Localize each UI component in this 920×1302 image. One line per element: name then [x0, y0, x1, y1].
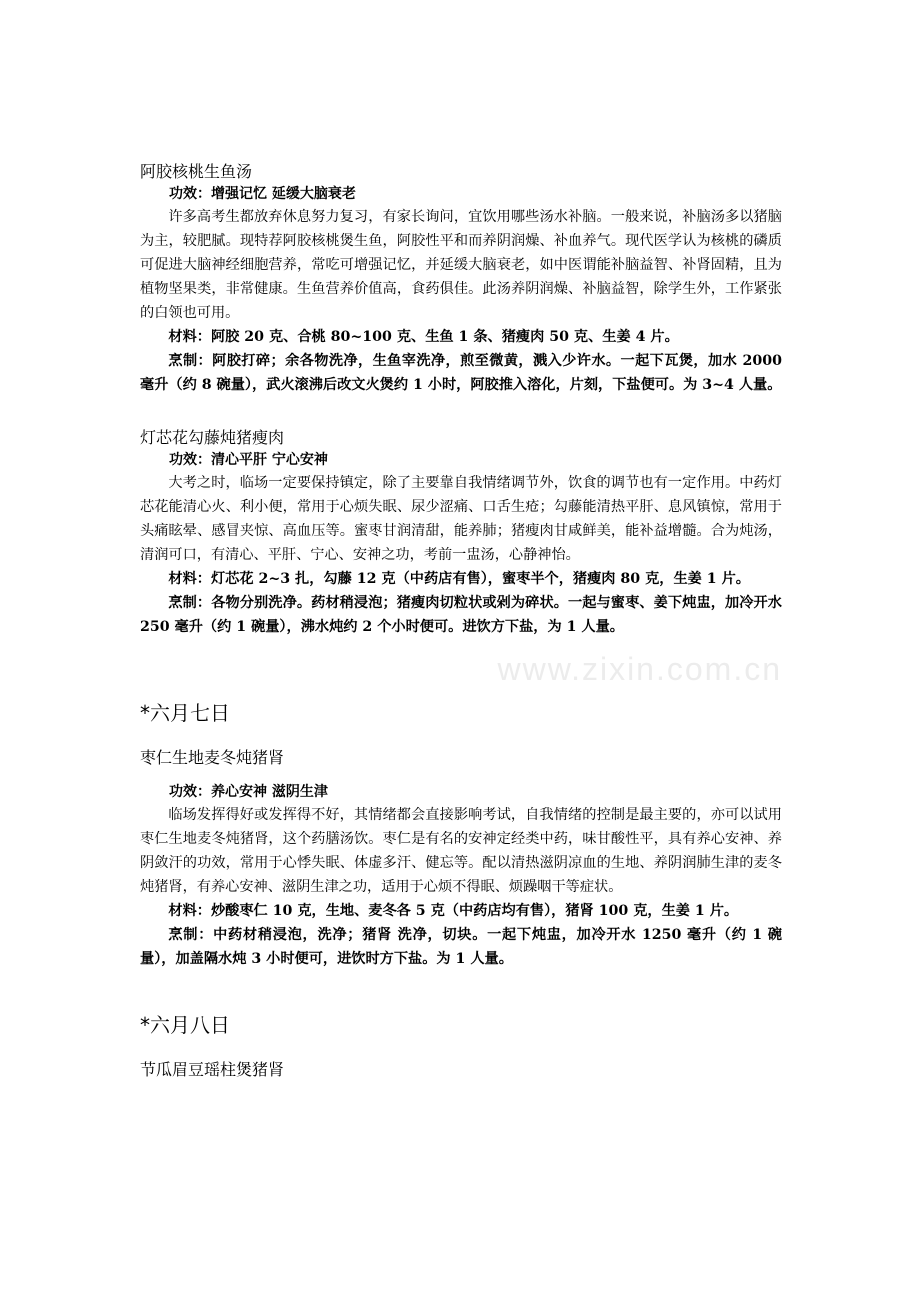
- recipe-title: 枣仁生地麦冬炖猪肾: [140, 748, 285, 767]
- recipe-3: [140, 699, 782, 971]
- recipe-method: 烹制：中药材稍浸泡，洗净；猪肾 洗净，切块。一起下炖盅，加冷开水 1250 毫升（约 1 碗量），加盖隔水炖 3 小时便可，进饮时方下盐。为 1 人量。: [140, 927, 782, 967]
- date-heading: *六月八日: [140, 1013, 230, 1037]
- date-heading: *六月七日: [140, 701, 230, 725]
- recipe-1: [140, 161, 782, 397]
- recipe-ingredients: 材料：灯芯花 2~3 扎，勾藤 12 克（中药店有售），蜜枣半个，猪瘦肉 80 克，生姜 1 片。: [168, 571, 750, 587]
- recipe-description: 许多高考生都放弃休息努力复习，有家长询问，宜饮用哪些汤水补脑。一般来说，补脑汤多以猪脑为主，较肥腻。现特荐阿胶核桃煲生鱼，阿胶性平和而养阴润燥、补血养气。现代医学认为核桃的磷质可促进大脑神经细胞营养，常吃可增强记忆，并延缓大脑衰老，如中医谓能补脑益智、补肾固精，且为植物坚果类，非常健康。生鱼营养价值高，食药俱佳。此汤养阴润燥、补脑益智，除学生外，工作紧张的白领也可用。: [140, 209, 782, 321]
- recipe-effect: 功效：养心安神 滋阴生津: [169, 784, 328, 800]
- recipe-ingredients: 材料：炒酸枣仁 10 克，生地、麦冬各 5 克（中药店均有售），猪肾 100 克，生姜 1 片。: [168, 903, 739, 919]
- recipe-2: [140, 427, 782, 639]
- recipe-title: 节瓜眉豆瑶柱煲猪肾: [140, 1060, 285, 1079]
- recipe-method: 烹制：阿胶打碎；余各物洗净，生鱼宰洗净，煎至微黄，溅入少许水。一起下瓦煲，加水 2000 毫升（约 8 碗量），武火滚沸后改文火煲约 1 小时，阿胶推入溶化，片刻，下盐便可。为 3~4 人量。: [140, 353, 782, 393]
- document-page: [140, 0, 782, 1081]
- recipe-effect: 功效：清心平肝 宁心安神: [169, 452, 328, 468]
- recipe-method: 烹制：各物分别洗净。药材稍浸泡；猪瘦肉切粒状或剁为碎状。一起与蜜枣、姜下炖盅，加冷开水 250 毫升（约 1 碗量），沸水炖约 2 个小时便可。进饮方下盐，为 1 人量。: [140, 595, 782, 635]
- watermark-row: [140, 639, 782, 699]
- recipe-effect: 功效：增强记忆 延缓大脑衰老: [169, 186, 356, 202]
- recipe-ingredients: 材料：阿胶 20 克、合桃 80~100 克、生鱼 1 条、猪瘦肉 50 克、生姜 4 片。: [168, 329, 679, 345]
- watermark: www.zixin.com.cn: [497, 651, 782, 687]
- recipe-description: 临场发挥得好或发挥得不好，其情绪都会直接影响考试，自我情绪的控制是最主要的，亦可以试用枣仁生地麦冬炖猪肾，这个药膳汤饮。枣仁是有名的安神定经类中药，味甘酸性平，具有养心安神、养阴敛汗的功效，常用于心悸失眠、体虚多汗、健忘等。配以清热滋阴凉血的生地、养阴润肺生津的麦冬炖猪肾，有养心安神、滋阴生津之功，适用于心烦不得眠、烦躁咽干等症状。: [140, 807, 782, 895]
- recipe-title: 灯芯花勾藤炖猪瘦肉: [140, 428, 285, 447]
- recipe-description: 大考之时，临场一定要保持镇定，除了主要靠自我情绪调节外，饮食的调节也有一定作用。中药灯芯花能清心火、利小便，常用于心烦失眠、尿少涩痛、口舌生疮；勾藤能清热平肝、息风镇惊，常用于头痛眩晕、感冒夹惊、高血压等。蜜枣甘润清甜，能养肺；猪瘦肉甘咸鲜美，能补益增髓。合为炖汤，清润可口，有清心、平肝、宁心、安神之功，考前一盅汤，心静神怡。: [140, 475, 782, 563]
- recipe-title: 阿胶核桃生鱼汤: [140, 162, 253, 181]
- recipe-4: [140, 1011, 782, 1081]
